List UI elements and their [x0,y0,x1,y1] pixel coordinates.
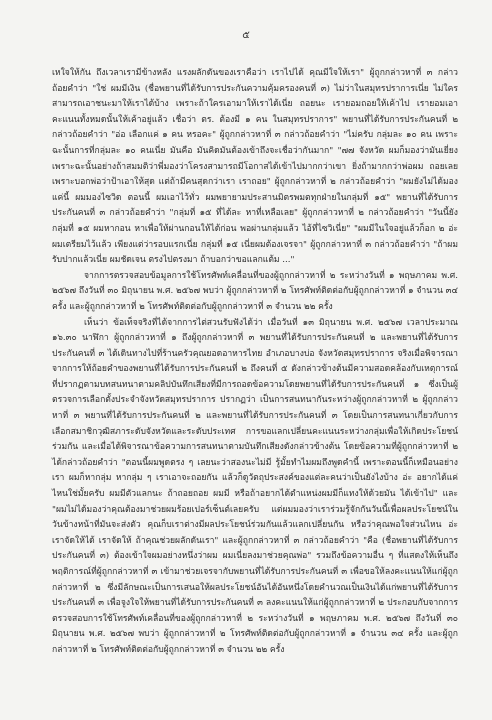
page-number: ๕ [242,30,250,41]
paragraph-3: เห็นว่า ข้อเท็จจริงที่ได้จากการไต่สวนรับฟังได้ว่า เมื่อวันที่ ๑๓ มิถุนายน พ.ศ. ๒๕๖๗ เวลาประมาณ ๑๖.๓๐ นาฬิกา ผู้ถูกกล่าวหาที่ ๑ ถึงผู้ถูกกล่าวหาที่ ๓ พยานที่ได้รับการประกันคนที่ ๒ และพยานที่ได้รับการประกันคนที่ ๓ ได้เดินทางไปที่ร้านครัวคุณยอดอาหารไทย อำเภอบางบ่อ จังหวัดสมุทรปราการ จริงเมื่อพิจารณาจากการให้ถ้อยคำของพยานที่ได้รับการประกันคนที่ ๒ ถึงคนที่ ๕ ดังกล่าวข้างต้นมีความสอดคล้องกับเหตุการณ์ที่ปรากฏตามบทสนทนาตามคลิปบันทึกเสียงที่มีการถอดข้อความโดยพยานที่ได้รับการประกันคนที่ ๑ ซึ่งเป็นผู้ตรวจการเลือกตั้งประจำจังหวัดสมุทรปราการ ปรากฏว่า เป็นการสนทนากันระหว่างผู้ถูกกล่าวหาที่ ๒ ผู้ถูกกล่าวหาที่ ๓ พยานที่ได้รับการประกันคนที่ ๒ และพยานที่ได้รับการประกันคนที่ ๓ โดยเป็นการสนทนาเกี่ยวกับการเลือกสมาชิกวุฒิสภาระดับจังหวัดและระดับประเทศ การขอแลกเปลี่ยนคะแนนระหว่างกลุ่มเพื่อให้เกิดประโยชน์ร่วมกัน และเมื่อได้พิจารณาข้อความการสนทนาตามบันทึกเสียงดังกล่าวข้างต้น โดยข้อความที่ผู้ถูกกล่าวหาที่ ๒ ได้กล่าวถ้อยคำว่า "ตอนนี้ผมพูดตรง ๆ เลยนะว่าสองนะไม่มี รู้มั้ยทำไมผมถึงพูดคำนี้ เพราะตอนนี้ก็เหมือนอย่างเรา ผมก็หากลุ่ม หากลุ่ม ๆ เราเอาจะถอยกัน แล้วก็ดูวัตถุประสงค์ของแต่ละคนว่าเป็นยังไงบ้าง อ่ะ อยากได้แค่ไหนใช่มั้ยครับ ผมมีตัวแลกนะ ถ้าถอยถอย ผมมี หรือถ้าอยากได้ตำแหน่งผมมีก็แทงให้ด้วยมัน ได้เข้าไป" และ "ผมไม่ได้มองว่าคุณต้องมาช่วยผมร้อยเปอร์เซ็นต์เลยครับ แต่ผมมองว่าเราร่วมรู้จักกันวันนี้เพื่อผลประโยชน์ในวันข้างหน้าที่มันจะส่งตัว คุณก็บเราต่างมีผลประโยชน์ร่วมกันแล้วแลกเปลี่ยนกัน หรือว่าคุณพอใจส่วนไหน อ่ะเราจัดให้ได้ เราจัดให้ ถ้าคุณช่วยผลักดันเรา" และผู้ถูกกล่าวหาที่ ๓ กล่าวถ้อยคำว่า "คือ (ชื่อพยานที่ได้รับการประกันคนที่ ๓) ต้องเข้าใจผมอย่างหนึ่งว่าผม ผมเนี่ยลงมาช่วยคุณพ่อ" รวมถึงข้อความอื่น ๆ ที่แสดงให้เห็นถึงพฤติการณ์ที่ผู้ถูกกล่าวหาที่ ๓ เข้ามาช่วยเจรจากับพยานที่ได้รับการประกันคนที่ ๓ เพื่อขอให้ลงคะแนนให้แก่ผู้ถูกกล่าวหาที่ ๒ ซึ่งมีลักษณะเป็นการเสนอให้ผลประโยชน์อันได้อันหนึ่งโดยคำนวณเป็นเงินได้แก่พยานที่ได้รับการประกันคนที่ ๓ เพื่อจูงใจให้พยานที่ได้รับการประกันคนที่ ๓ ลงคะแนนให้แก่ผู้ถูกกล่าวหาที่ ๒ ประกอบกับจากการตรวจสอบการใช้โทรศัพท์เคลื่อนที่ของผู้ถูกกล่าวหาที่ ๒ ระหว่างวันที่ ๑ พฤษภาคม พ.ศ. ๒๕๖๗ ถึงวันที่ ๓๐ มิถุนายน พ.ศ. ๒๕๖๗ พบว่า ผู้ถูกกล่าวหาที่ ๒ โทรศัพท์ติดต่อกับผู้ถูกกล่าวหาที่ ๑ จำนวน ๓๔ ครั้ง และผู้ถูกกล่าวหาที่ ๒ โทรศัพท์ติดต่อกับผู้ถูกกล่าวหาที่ ๓ จำนวน ๒๒ ครั้ง [52,317,458,655]
paragraph-2: จากการตรวจสอบข้อมูลการใช้โทรศัพท์เคลื่อนที่ของผู้ถูกกล่าวหาที่ ๒ ระหว่างวันที่ ๑ พฤษภาคม พ.ศ. ๒๕๖๗ ถึงวันที่ ๓๐ มิถุนายน พ.ศ. ๒๕๖๗ พบว่า ผู้ถูกกล่าวหาที่ ๒ โทรศัพท์ติดต่อกับผู้ถูกกล่าวหาที่ ๑ จำนวน ๓๔ ครั้ง และผู้ถูกกล่าวหาที่ ๒ โทรศัพท์ติดต่อกับผู้ถูกกล่าวหาที่ ๓ จำนวน ๒๒ ครั้ง [52,270,458,312]
paragraph-1: เหใจให้กัน ถึงเวลาเรามีข้างหลัง แรงผลักดันของเราคือว่า เราไปได้ คุณมีใจให้เรา" ผู้ถูกกล่าวหาที่ ๓ กล่าวถ้อยคำว่า "ใช่ ผมมีเงิน (ชื่อพยานที่ได้รับการประกันความคุ้มครองคนที่ ๓) ไม่ว่าในสมุทรปราการเนี่ย ไม่ใครสามารถเอาชนะมาให้เราได้บ้าง เพราะถ้าใครเอามาให้เราได้เนี่ย ถอยนะ เรายอมถอยให้เค้าไป เรายอมเอาคะแนนทั้งหมดนั้นให้เค้าอยู่แล้ว เชื่อว่า ตร. ต้องมี ๑ คน ในสมุทรปราการ" พยานที่ได้รับการประกันคนที่ ๒ กล่าวถ้อยคำว่า "อ่อ เลือกแค่ ๑ คน หรอคะ" ผู้ถูกกล่าวหาที่ ๓ กล่าวถ้อยคำว่า "ไม่ครับ กลุ่มละ ๑๐ คน เพราะฉะนั้นการที่กลุ่มละ ๑๐ คนเนี่ย มันคือ มันคิดมันต้องเข้าถึงจะเชื่อว่ากันมาก" "๗๗ จังหวัด ผมก็มองว่ามันเยี่ยง เพราะฉะนั้นอย่างถ้าสมมติว่าพี่มองว่าโครงสามารถมีโอกาสได้เข้าไปมากกว่าเขา ยิ่งถ้ามากกว่าพ่อผม ถอยเลย เพราะบอกพ่อว่าป้าเอาให้สุด แต่ถ้ามีคนสุดกว่าเรา เราถอย" ผู้ถูกกล่าวหาที่ ๒ กล่าวถ้อยคำว่า "ผมยังไม่ได้มองแค่นี้ ผมมองไซวิด ตอนนี้ ผมเอาไว้ทั่ว ผมพยายามประสานมิตรพมตทุกฝ่ายในกลุ่มที่ ๑๕" พยานที่ได้รับการประกันคนที่ ๓ กล่าวถ้อยคำว่า "กลุ่มที่ ๑๕ ที่ได้ละ หาที่เหลือเลย" ผู้ถูกกล่าวหาที่ ๒ กล่าวถ้อยคำว่า "วันนี้ยัง กลุ่มที่ ๑๕ ผมหากอน หาเพื่อให้ผ่านกอนให้ได้ก่อน พอผ่านกลุ่มแล้ว ไอ้ที่ไซวิเนี่ย" "ผมมีในใจอยู่แล้วก็อก ๒ อ่ะ ผมเตรียมไว้แล้ว เพียงแต่ว่ารอบแรกเนี่ย กลุ่มที่ ๑๕ เนี่ยผมต้องเจรจา" ผู้ถูกกล่าวหาที่ ๓ กล่าวถ้อยคำว่า "ถ้าผมรับปากแล้วเนี่ย ผมชัดเจน ตรงไปตรงมา ถ้าบอกว่าขอแลกแต้ม ..." [52,68,458,266]
document-body [52,66,458,659]
